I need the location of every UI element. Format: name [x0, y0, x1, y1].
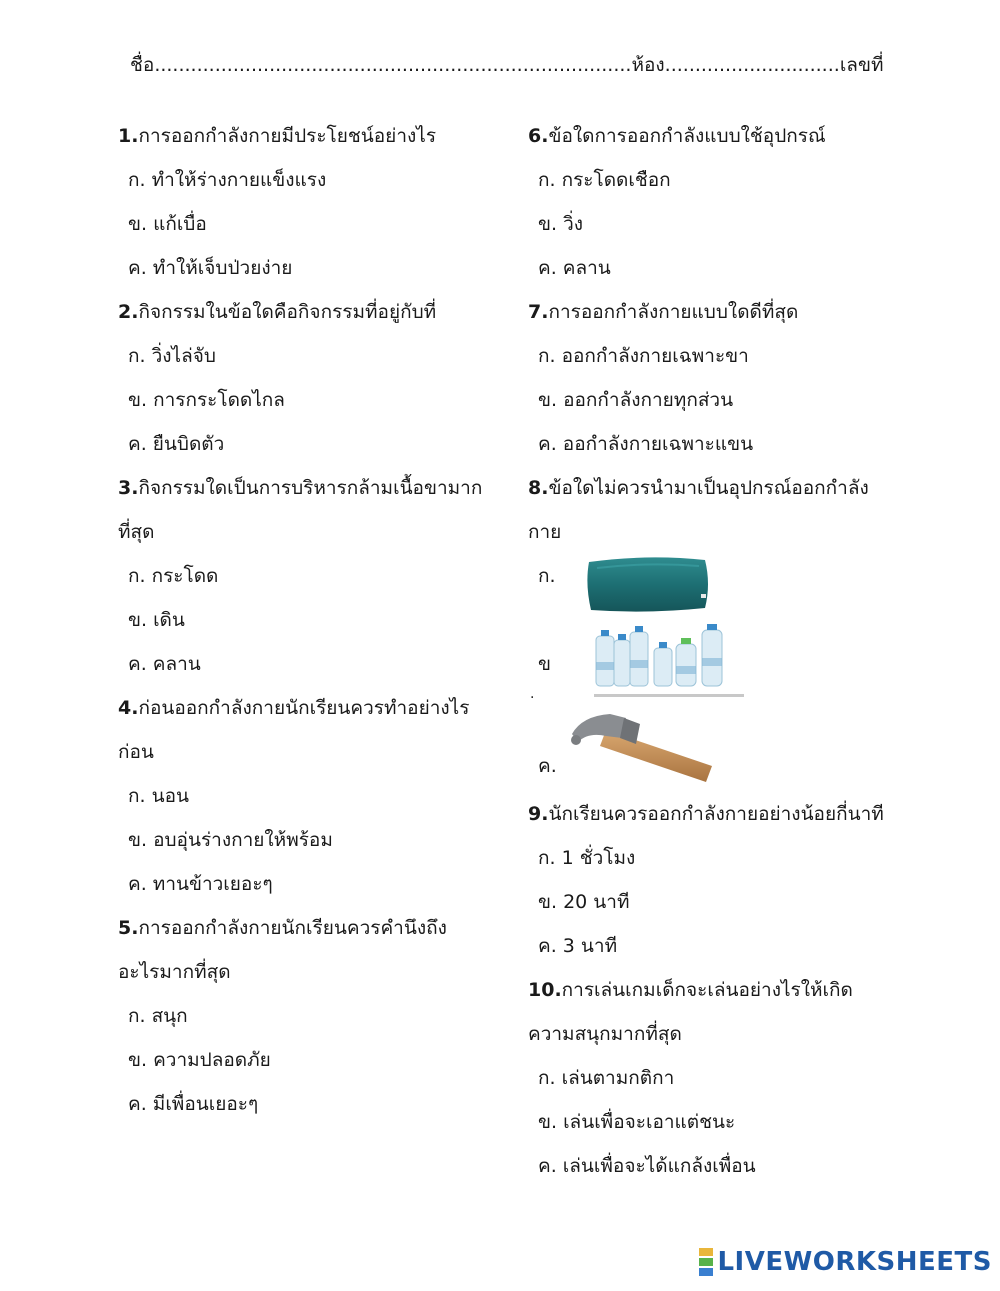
question-4: 4.ก่อนออกกำลังกายนักเรียนควรทำอย่างไร — [118, 697, 470, 719]
brand-name: LIVEWORKSHEETS — [717, 1247, 992, 1277]
question-4-cont: ก่อน — [118, 741, 154, 763]
option[interactable]: ก. สนุก — [128, 1005, 188, 1027]
hammer-icon — [566, 708, 716, 788]
option[interactable]: ก. วิ่งไล่จับ — [128, 345, 216, 367]
option[interactable]: ค. คลาน — [538, 257, 611, 279]
question-9: 9.นักเรียนควรออกกำลังกายอย่างน้อยกี่นาที — [528, 803, 884, 825]
option[interactable]: ค. 3 นาที — [538, 935, 618, 957]
image-option-b[interactable] — [528, 624, 928, 706]
question-3-cont: ที่สุด — [118, 521, 155, 543]
option[interactable]: ค. มีเพื่อนเยอะๆ — [128, 1093, 259, 1115]
option[interactable]: ค. ยืนบิดตัว — [128, 433, 225, 455]
option[interactable]: ข. ออกกำลังกายทุกส่วน — [538, 389, 734, 411]
option[interactable]: ก. 1 ชั่วโมง — [538, 847, 636, 869]
question-2: 2.กิจกรรมในข้อใดคือกิจกรรมที่อยู่กับที่ — [118, 301, 437, 323]
question-5-cont: อะไรมากที่สุด — [118, 961, 231, 983]
question-8-cont: กาย — [528, 521, 562, 543]
question-8: 8.ข้อใดไม่ควรนำมาเป็นอุปกรณ์ออกกำลัง — [528, 477, 869, 499]
option[interactable]: ก. ทำให้ร่างกายแข็งแรง — [128, 169, 327, 191]
pillow-icon — [583, 552, 713, 616]
liveworksheets-logo — [699, 1247, 992, 1277]
option[interactable]: ก. กระโดดเชือก — [538, 169, 671, 191]
image-option-c[interactable] — [528, 706, 928, 796]
name-blank[interactable]: ............................................................................... — [154, 54, 632, 76]
room-blank[interactable]: ............................. — [664, 54, 840, 76]
option[interactable]: ก. ออกกำลังกายเฉพาะขา — [538, 345, 749, 367]
student-info-header — [130, 50, 883, 80]
option[interactable]: ค. ทานข้าวเยอะๆ — [128, 873, 273, 895]
water-bottles-icon — [566, 618, 756, 704]
option[interactable]: ข. วิ่ง — [538, 213, 584, 235]
image-option-a[interactable] — [528, 558, 928, 624]
option-label: ข — [538, 653, 551, 675]
option[interactable]: ข. แก้เบื่อ — [128, 213, 207, 235]
option[interactable]: ค. ออกำลังกายเฉพาะแขน — [538, 433, 754, 455]
option[interactable]: ข. การกระโดดไกล — [128, 389, 285, 411]
option[interactable]: ก. กระโดด — [128, 565, 219, 587]
right-column — [528, 118, 928, 1192]
option[interactable]: ค. ทำให้เจ็บป่วยง่าย — [128, 257, 293, 279]
question-10: 10.การเล่นเกมเด็กจะเล่นอย่างไรให้เกิด — [528, 979, 853, 1001]
option[interactable]: ค. คลาน — [128, 653, 201, 675]
option[interactable]: ข. อบอุ่นร่างกายให้พร้อม — [128, 829, 333, 851]
option[interactable]: ก. เล่นตามกติกา — [538, 1067, 675, 1089]
option-label: ก. — [538, 565, 556, 587]
option[interactable]: ข. ความปลอดภัย — [128, 1049, 271, 1071]
question-5: 5.การออกกำลังกายนักเรียนควรคำนึงถึง — [118, 917, 447, 939]
number-label: เลขที่ — [839, 54, 884, 76]
option[interactable]: ก. นอน — [128, 785, 189, 807]
option-label: ค. — [538, 755, 557, 777]
name-label: ชื่อ — [130, 54, 155, 76]
question-7: 7.การออกกำลังกายแบบใดดีที่สุด — [528, 301, 799, 323]
question-3: 3.กิจกรรมใดเป็นการบริหารกล้ามเนื้อขามาก — [118, 477, 483, 499]
logo-mark-icon — [699, 1247, 713, 1277]
question-6: 6.ข้อใดการออกกำลังแบบใช้อุปกรณ์ — [528, 125, 826, 147]
option[interactable]: ข. เล่นเพื่อจะเอาแต่ชนะ — [538, 1111, 736, 1133]
option[interactable]: ค. เล่นเพื่อจะได้แกล้งเพื่อน — [538, 1155, 756, 1177]
room-label: ห้อง — [631, 54, 665, 76]
question-1: 1.การออกกำลังกายมีประโยชน์อย่างไร — [118, 125, 437, 147]
option[interactable]: ข. เดิน — [128, 609, 185, 631]
stray-dot: . — [530, 686, 535, 702]
left-column — [118, 118, 498, 1130]
question-10-cont: ความสนุกมากที่สุด — [528, 1023, 682, 1045]
option[interactable]: ข. 20 นาที — [538, 891, 630, 913]
